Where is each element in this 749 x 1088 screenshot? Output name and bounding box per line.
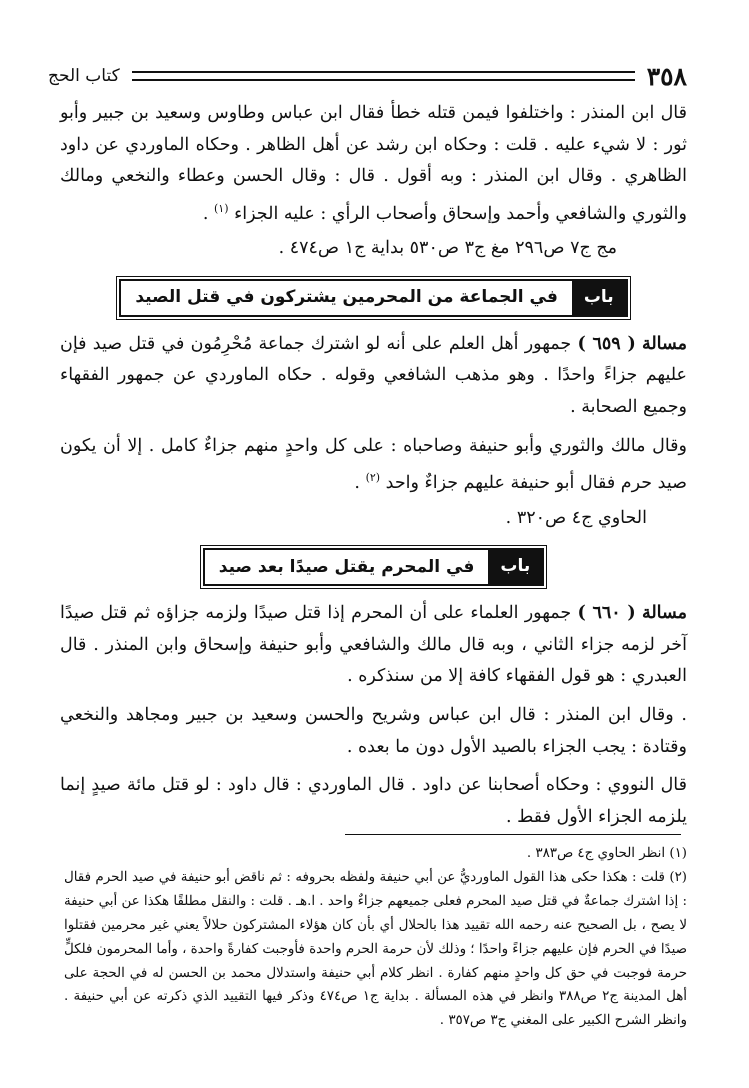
paragraph-text: وقال مالك والثوري وأبو حنيفة وصاحباه : على كل واحدٍ منهم جزاءٌ كامل . إلا أن يكون صيد حرم فقال أبو حنيفة عليهم جزاءٌ واحد bbox=[60, 435, 687, 493]
reference-line: الحاوي ج٤ ص٣٢٠ . bbox=[505, 507, 647, 528]
issue-paragraph bbox=[60, 598, 687, 693]
page-number: ٣٥٨ bbox=[646, 61, 687, 91]
footnote-marker: (١) bbox=[213, 201, 229, 215]
issue-label: مسالة bbox=[641, 603, 687, 624]
paragraph-end: . bbox=[202, 203, 214, 224]
header-rule bbox=[132, 71, 635, 81]
paragraph-text: جمهور العلماء على أن المحرم إذا قتل صيدًا ولزمه جزاؤه ثم قتل صيدًا آخر لزمه جزاء الثاني ، وبه قال مالك والشافعي وأبو حنيفة وإسحاق وابن المنذر . قال العبدري : هو قول الفقهاء كافة إلا من سنذكره . bbox=[60, 603, 687, 687]
footnotes bbox=[64, 842, 687, 1033]
chapter-label: باب bbox=[488, 550, 542, 584]
main-text bbox=[60, 98, 687, 833]
issue-number: ( ٦٦٠ ) bbox=[577, 603, 636, 624]
issue-paragraph bbox=[60, 329, 687, 424]
issue-label: مسالة bbox=[641, 333, 688, 354]
reference-line: مج ج٧ ص٢٩٦ مغ ج٣ ص٥٣٠ بداية ج١ ص٤٧٤ . bbox=[278, 238, 617, 259]
paragraph bbox=[60, 98, 687, 230]
chapter-label: باب bbox=[572, 281, 626, 315]
page-header bbox=[48, 58, 687, 94]
chapter-heading bbox=[60, 548, 687, 586]
paragraph: . وقال ابن المنذر : قال ابن عباس وشريح والحسن وسعيد بن جبير ومجاهد والنخعي وقتادة : يجب الجزاء بالصيد الأول دون ما بعده . bbox=[60, 704, 687, 757]
paragraph-end: . bbox=[354, 473, 366, 493]
footnote-separator bbox=[345, 834, 681, 835]
footnote-marker: (٢) bbox=[365, 471, 381, 485]
chapter-box bbox=[203, 548, 544, 586]
footnote: (١) انظر الحاوي ج٤ ص٣٨٣ . bbox=[526, 846, 687, 861]
chapter-title: في المحرم يقتل صيدًا بعد صيد bbox=[218, 556, 475, 577]
paragraph: قال النووي : وحكاه أصحابنا عن داود . قال الماوردي : قال داود : لو قتل مائة صيدٍ إنما يلزمه الجزاء الأول فقط . bbox=[60, 775, 687, 827]
book-title: كتاب الحج bbox=[48, 66, 120, 86]
chapter-heading bbox=[60, 279, 687, 317]
chapter-title: في الجماعة من المحرمين يشتركون في قتل الصيد bbox=[135, 287, 558, 308]
issue-number: ( ٦٥٩ ) bbox=[577, 333, 636, 354]
paragraph-text: جمهور أهل العلم على أنه لو اشترك جماعة مُحْرِمُون في قتل صيد فإن عليهم جزاءً واحدًا . وهو مذهب الشافعي وقوله . حكاه الماوردي عن جمهور الفقهاء وجميع الصحابة . bbox=[60, 333, 687, 417]
paragraph-text: قال ابن المنذر : واختلفوا فيمن قتله خطأ فقال ابن عباس وطاوس وسعيد بن جبير وأبو ثور : لا شيء عليه . قلت : وحكاه ابن رشد عن أهل الظاهر . وحكاه الماوردي عن داود الظاهري . وقال ابن المنذر : وبه أقول . قال : وقال الحسن وعطاء والنخعي ومالك والثوري والشافعي وأحمد وإسحاق وأصحاب الرأي : عليه الجزاء bbox=[60, 103, 687, 224]
chapter-box bbox=[119, 279, 627, 317]
footnote: (٢) قلت : هكذا حكى هذا القول الماورديُّ عن أبي حنيفة ولفظه بحروفه : ثم ناقض أبو حنيفة في صيد الحرم فقال : إذا اشترك جماعةٌ في قتل صيد المحرم فعلى جميعهم جزاءٌ واحد . ا.هـ . قلت : والنقل مطلقًا هكذا عن أبي حنيفة لا يصح ، بل الصحيح عنه رحمه الله تقييد هذا بالحلال أي بأن كان هؤلاء المشتركون حلالاً يعني غير محرمين فقتلوا صيدًا في الحرم فإن عليهم جزاءً واحدًا ؛ وذلك لأن حرمة الحرم واحدة فأوجبت كفارةً واحدة ، وأما المحرمون فلكلٍّ حرمة فوجبت في حق كل واحدٍ منهم كفارة . انظر كلام أبي حنيفة واستدلال محمد بن الحسن له في الحجة على أهل المدينة ج٢ ص٣٨٨ وانظر في هذه المسألة . بداية ج١ ص٤٧٤ وذكر فيها التقييد الذي ذكرته عن أبي حنيفة . وانظر الشرح الكبير على المغني ج٣ ص٣٥٧ . bbox=[64, 869, 688, 1029]
paragraph bbox=[60, 431, 687, 500]
